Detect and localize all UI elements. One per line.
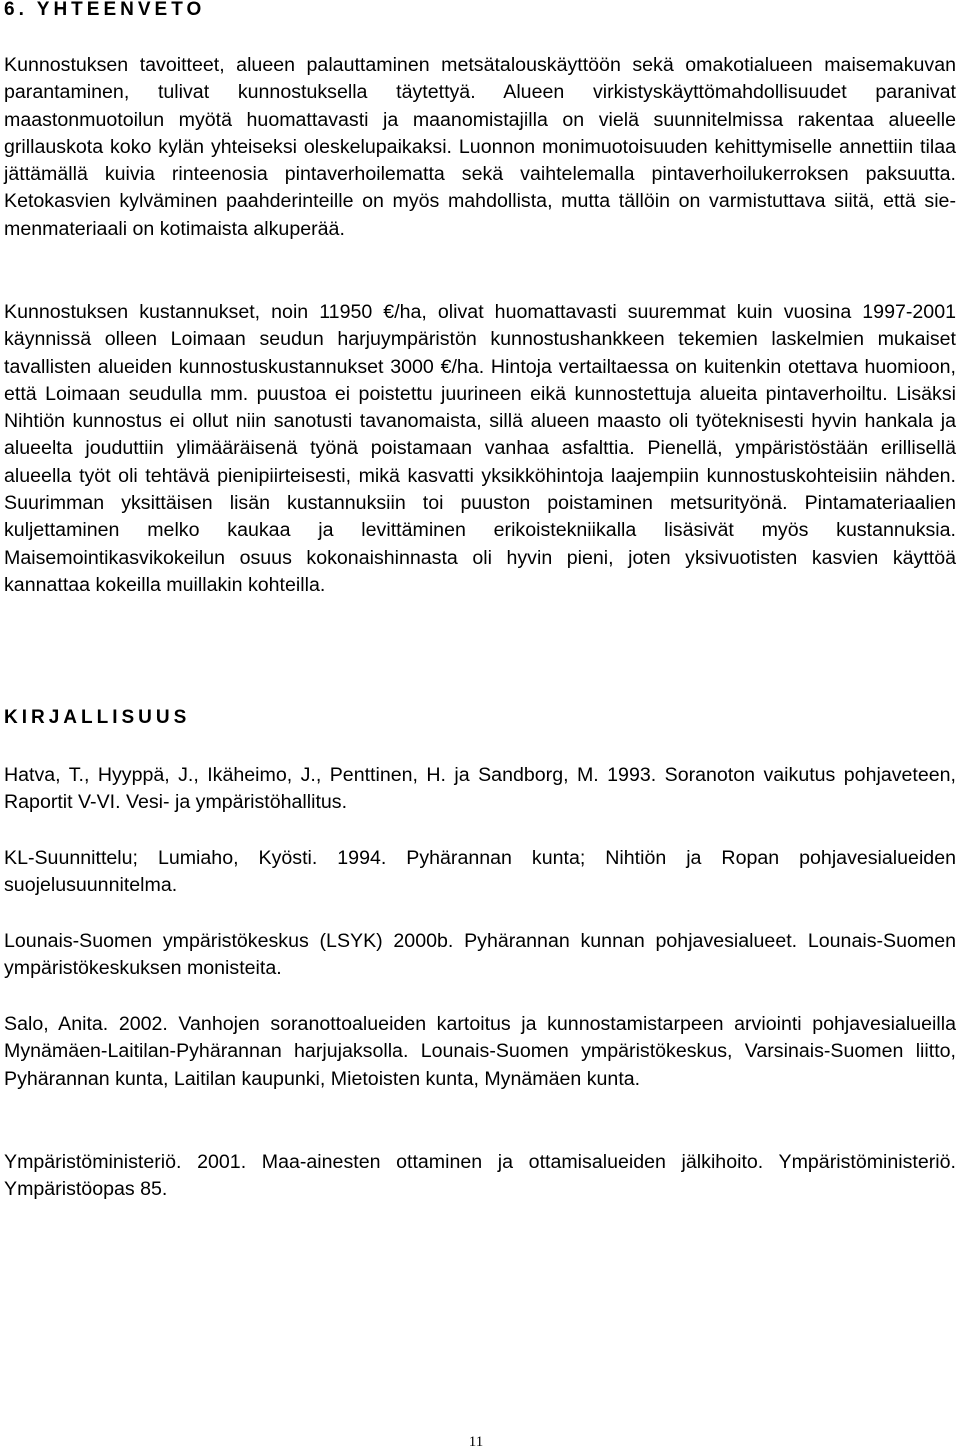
references-heading: KIRJALLISUUS — [4, 707, 191, 728]
summary-paragraph-1: Kunnostuksen tavoitteet, alueen palauttaminen metsätalouskäyttöön sekä omakotialueen maisemakuvan parantaminen, tulivat kunnostuksella täytettyä. Alueen virkistyskäyttömahdollisuudet paranivat maastonmuotoilun myötä huomattavasti ja maanomistajilla on vielä suunnitelmissa rakentaa alueelle grillauskota koko kylän yhteiseksi oleskelupaikaksi. Luonnon monimuotoisuuden kehittymiselle annettiin tilaa jättämällä kuivia rinteenosia pintaverhoilematta sekä vaihtelemalla pintaverhoilukerroksen paksuutta. Ketokasvien kylväminen paahderinteille on myös mahdollista, mutta tällöin on varmistuttava siitä, että siemenmateriaali on kotimaista alkuperää. — [4, 54, 956, 240]
reference-item: Lounais-Suomen ympäristökeskus (LSYK) 2000b. Pyhärannan kunnan pohjavesialueet. Lounais-Suomen ympäristökeskuksen monisteita. — [4, 930, 956, 980]
summary-paragraph-2: Kunnostuksen kustannukset, noin 11950 €/ha, olivat huomattavasti suuremmat kuin vuosina 1997-2001 käynnissä olleen Loimaan seudun harjuympäristön kunnostushankkeen tekemien laskelmien mukaiset tavallisten alueiden kunnostuskustannukset 3000 €/ha. Hintoja vertailtaessa on kuitenkin otettava huomioon, että Loimaan seudulla mm. puustoa ei poistettu juurineen eikä kunnostettuja alueita pintaverhoiltu. Lisäksi Nihtiön kunnostus ei ollut niin sanotusti tavanomaista, sillä alueen maasto oli työteknisesti hyvin hankala ja alueelta jouduttiin ylimääräisenä työnä poistamaan vanhaa asfalttia. Pienellä, ympäristöstään erillisellä alueella työt oli tehtävä pienipiirteisesti, mikä kasvatti yksikköhintoja laajempiin kunnostuskohteisiin nähden. Suurimman yksittäisen lisän kustannuksiin toi puuston poistaminen metsurityönä. Pintamateriaalien kuljettaminen melko kaukaa ja levittäminen erikoistekniikalla lisäsivät myös kustannuksia. Maisemointikasvikokeilun osuus kokonaishinnasta oli hyvin pieni, joten yksivuotisten kasvien käyttöä kannattaa kokeilla muillakin kohteilla. — [4, 301, 956, 596]
section-heading: 6. YHTEENVETO — [4, 0, 206, 20]
page-number: 11 — [468, 1434, 484, 1450]
reference-item: Hatva, T., Hyyppä, J., Ikäheimo, J., Penttinen, H. ja Sandborg, M. 1993. Soranoton vaikutus pohjaveteen, Raportit V-VI. Vesi- ja ympäristöhallitus. — [4, 764, 956, 814]
reference-item: Salo, Anita. 2002. Vanhojen soranottoalueiden kartoitus ja kunnostamistarpeen arviointi pohjavesialueilla Mynämäen-Laitilan-Pyhärannan harjujaksolla. Lounais-Suomen ympäristökeskus, Varsinais-Suomen liitto, Pyhärannan kunta, Laitilan kaupunki, Mietoisten kunta, Mynämäen kunta. — [4, 1013, 956, 1090]
reference-item: KL-Suunnittelu; Lumiaho, Kyösti. 1994. Pyhärannan kunta; Nihtiön ja Ropan pohjavesialueiden suojelusuunnitelma. — [4, 847, 956, 897]
reference-item: Ympäristöministeriö. 2001. Maa-ainesten ottaminen ja ottamisalueiden jälkihoito. Ympäristöministeriö. Ympäristöopas 85. — [4, 1151, 956, 1201]
